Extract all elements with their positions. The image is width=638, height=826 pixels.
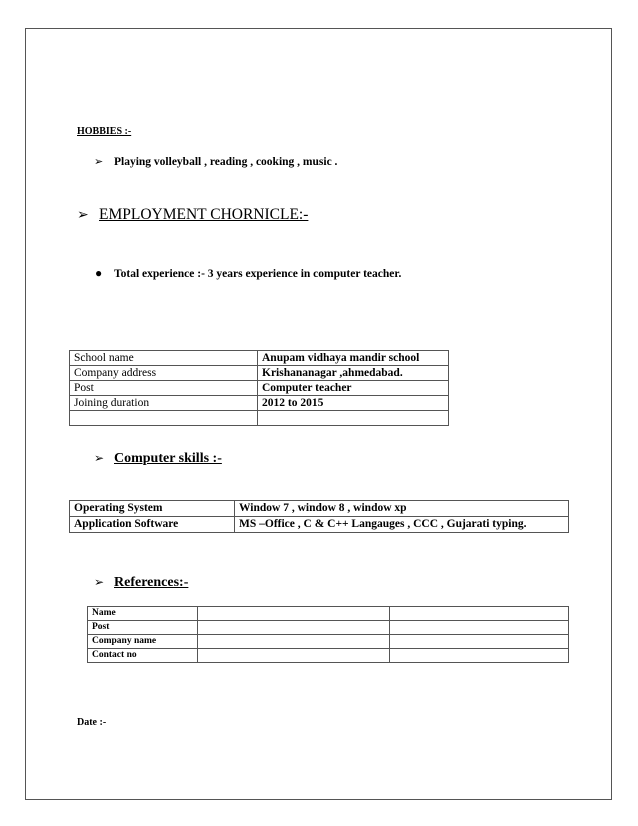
table-cell-empty [390, 635, 569, 649]
table-cell-value: Computer teacher [258, 381, 449, 396]
references-heading [94, 575, 188, 591]
table-row [88, 635, 569, 649]
employment-heading-text: EMPLOYMENT CHORNICLE:- [99, 206, 309, 223]
table-cell-empty [198, 621, 390, 635]
table-cell-label: Operating System [70, 501, 235, 517]
table-cell-label: Post [88, 621, 198, 635]
table-row [88, 649, 569, 663]
computer-skills-table [69, 500, 569, 533]
table-row [70, 351, 449, 366]
table-row [70, 396, 449, 411]
computer-skills-heading [94, 451, 222, 467]
computer-skills-heading-text: Computer skills :- [114, 451, 222, 466]
table-cell-label: Company address [70, 366, 258, 381]
table-cell-empty [390, 649, 569, 663]
table-cell-empty [390, 621, 569, 635]
table-row [70, 501, 569, 517]
table-cell-empty [390, 607, 569, 621]
table-cell-label [70, 411, 258, 426]
table-cell-label: Joining duration [70, 396, 258, 411]
table-cell-label: School name [70, 351, 258, 366]
bullet-dot-icon: ● [95, 266, 103, 280]
table-cell-label: Application Software [70, 517, 235, 533]
table-row [70, 517, 569, 533]
table-cell-label: Company name [88, 635, 198, 649]
table-cell-empty [198, 635, 390, 649]
table-cell-value: MS –Office , C & C++ Langauges , CCC , Gujarati typing. [235, 517, 569, 533]
hobbies-list-item [94, 155, 337, 168]
table-row [70, 366, 449, 381]
hobbies-heading: HOBBIES :- [77, 126, 132, 137]
table-cell-value: Anupam vidhaya mandir school [258, 351, 449, 366]
references-heading-text: References:- [114, 575, 189, 590]
table-cell-label: Name [88, 607, 198, 621]
table-row [70, 381, 449, 396]
table-row [88, 621, 569, 635]
experience-list-item [95, 266, 401, 281]
employment-heading [77, 206, 308, 224]
arrow-bullet-icon: ➢ [94, 155, 104, 168]
table-cell-empty [198, 607, 390, 621]
experience-text: Total experience :- 3 years experience in computer teacher. [114, 268, 402, 280]
employment-table [69, 350, 449, 426]
table-cell-label: Post [70, 381, 258, 396]
arrow-bullet-icon: ➢ [94, 575, 105, 589]
references-table [87, 606, 569, 663]
table-row [70, 411, 449, 426]
arrow-bullet-icon: ➢ [94, 451, 105, 465]
table-cell-value: 2012 to 2015 [258, 396, 449, 411]
arrow-bullet-icon: ➢ [77, 207, 89, 223]
table-cell-label: Contact no [88, 649, 198, 663]
table-cell-value: Krishananagar ,ahmedabad. [258, 366, 449, 381]
table-row [88, 607, 569, 621]
hobbies-text: Playing volleyball , reading , cooking , music . [114, 156, 338, 168]
table-cell-value [258, 411, 449, 426]
date-label: Date :- [77, 717, 107, 728]
table-cell-value: Window 7 , window 8 , window xp [235, 501, 569, 517]
table-cell-empty [198, 649, 390, 663]
